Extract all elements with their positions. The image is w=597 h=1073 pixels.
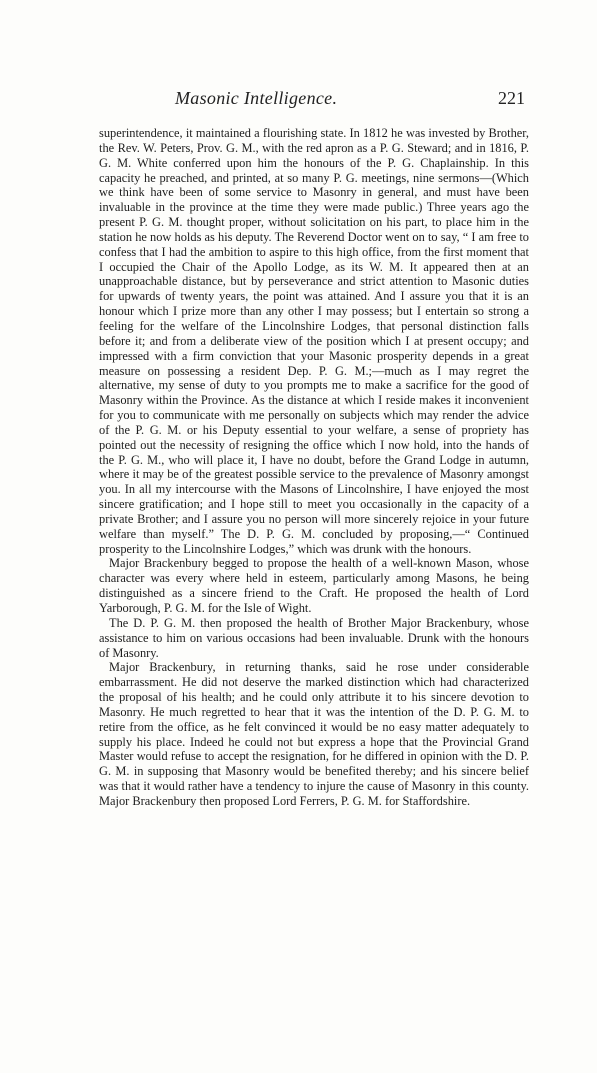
paragraph-dpgm-speech: superintendence, it maintained a flourishing state. In 1812 he was invested by Brother, the Rev. W. Peters, Prov. G. M., with the red apron as a P. G. Steward; and in 1816, P. G. M. White conferred upon him the honours of the P. G. Chaplainship. In this capacity he preached, and printed, at so many P. G. meetings, nine sermons—(Which we think have been of some service to Masonry in general, and must have been invaluable in the province at the time they were made public.) Three years ago the present P. G. M. thought proper, without solicitation on his part, to place him in the station he now holds as his deputy. The Reverend Doctor went on to say, “ I am free to confess that I had the ambition to aspire to this high office, from the first moment that I occupied the Chair of the Apollo Lodge, as its W. M. It appeared then at an unapproachable distance, but by perseverance and strict attention to Masonic duties for upwards of twenty years, the point was attained. And I assure you that it is an honour which I prize more than any other I may possess; but I entertain so strong a feeling for the welfare of the Lincolnshire Lodges, that personal distinction falls before it; and from a deliberate view of the position which I at present occupy; and impressed with a firm conviction that your Masonic prosperity depends in a great measure on possessing a resident Dep. P. G. M.;—much as I may regret the alternative, my sense of duty to you prompts me to make a sacrifice for the good of Masonry within the Province. As the distance at which I reside makes it inconvenient for you to communicate with me personally on subjects which may render the advice of the P. G. M. or his Deputy essential to your welfare, a sense of propriety has pointed out the necessity of resigning the office which I now hold, into the hands of the P. G. M., who will place it, I have no doubt, before the Grand Lodge in autumn, where it may be of the greatest possible service to the prevalence of Masonry amongst you. In all my intercourse with the Masons of Lincolnshire, I have enjoyed the most sincere gratification; and I hope still to meet you occasionally in the capacity of a private Brother; and I assure you no person will more sincerely rejoice in your future welfare than myself.” The D. P. G. M. concluded by proposing,—“ Continued prosperity to the Lincolnshire Lodges,” which was drunk with the honours.	[99, 126, 529, 556]
paragraph-brackenbury-reply: Major Brackenbury, in returning thanks, said he rose under considerable embarrassment. He did not deserve the marked distinction which had characterized the proposal of his health; and he could only attribute it to his sincere devotion to Masonry. He much regretted to hear that it was the intention of the D. P. G. M. to retire from the office, as he felt convinced it would be no easy matter adequately to supply his place. Indeed he could not but express a hope that the Provincial Grand Master would refuse to accept the resignation, for he differed in opinion with the D. P. G. M. in supposing that Masonry would be benefited thereby; and his sincere belief was that it would rather have a tendency to injure the cause of Masonry in this county. Major Brackenbury then proposed Lord Ferrers, P. G. M. for Staffordshire.	[99, 660, 529, 808]
paragraph-lord-yarborough-toast: Major Brackenbury begged to propose the health of a well-known Mason, whose character was every where held in esteem, particularly among Masons, he being distinguished as a sincere friend to the Craft. He proposed the health of Lord Yarborough, P. G. M. for the Isle of Wight.	[99, 556, 529, 615]
running-head	[130, 88, 525, 110]
body-text	[99, 126, 529, 809]
paragraph-brackenbury-health: The D. P. G. M. then proposed the health of Brother Major Brackenbury, whose assistance to him on various occasions had been invaluable. Drunk with the honours of Masonry.	[99, 615, 529, 660]
running-title: Masonic Intelligence.	[175, 88, 338, 108]
page-number: 221	[498, 88, 525, 108]
